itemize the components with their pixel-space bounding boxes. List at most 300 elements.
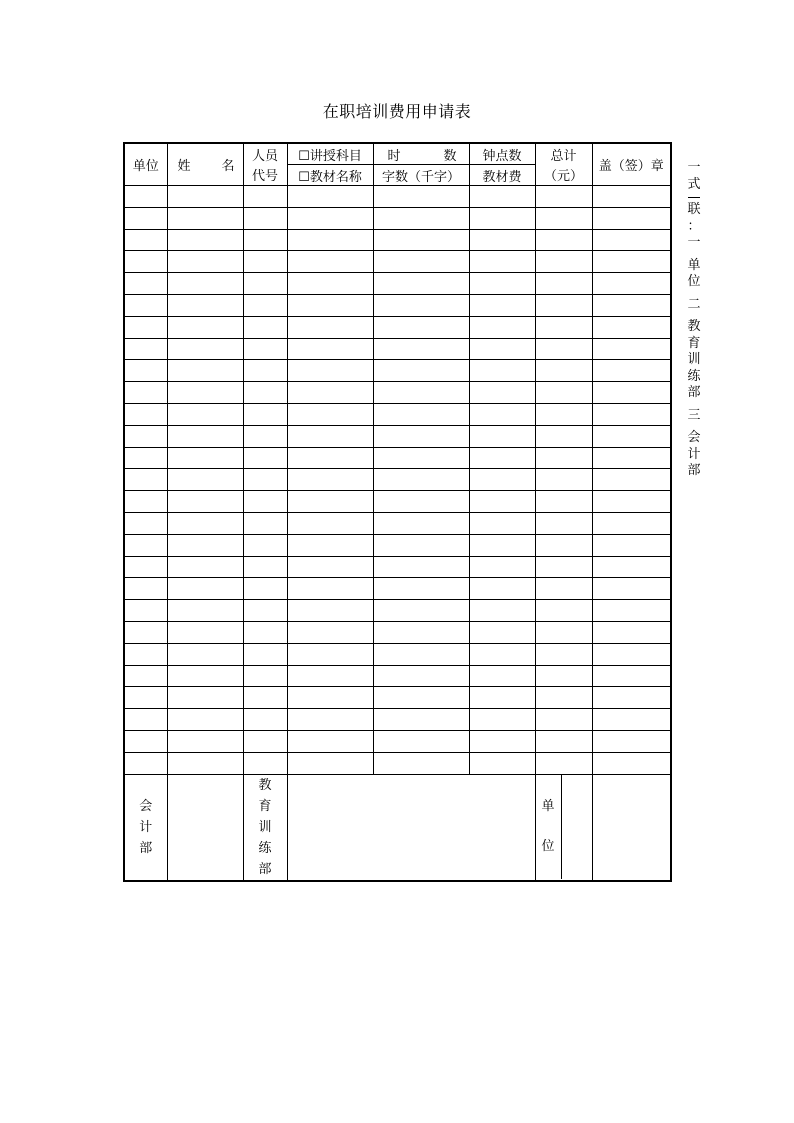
- table-cell[interactable]: [124, 665, 167, 687]
- accounting-label-text: [139, 796, 152, 859]
- table-cell[interactable]: [535, 273, 592, 295]
- table-cell[interactable]: [243, 294, 287, 316]
- table-cell[interactable]: [243, 752, 287, 774]
- unit-sign-box[interactable]: [592, 774, 671, 881]
- table-cell[interactable]: [124, 578, 167, 600]
- table-cell[interactable]: [124, 752, 167, 774]
- table-cell[interactable]: [124, 730, 167, 752]
- table-row: [124, 338, 671, 360]
- table-cell[interactable]: [287, 621, 373, 643]
- subject-header[interactable]: ☐讲授科目: [287, 143, 373, 165]
- table-cell[interactable]: [243, 556, 287, 578]
- table-cell[interactable]: [535, 578, 592, 600]
- table-cell[interactable]: [592, 229, 671, 251]
- side-char: 训: [687, 352, 701, 367]
- name-header-left: 姓: [177, 159, 191, 174]
- training-char: 部: [258, 861, 272, 877]
- accounting-char: 计: [139, 819, 153, 835]
- table-cell[interactable]: [535, 186, 592, 208]
- table-cell[interactable]: [535, 251, 592, 273]
- table-cell[interactable]: [124, 207, 167, 229]
- table-cell[interactable]: [243, 665, 287, 687]
- table-row: [124, 403, 671, 425]
- table-cell[interactable]: [287, 491, 373, 513]
- table-cell[interactable]: [373, 556, 469, 578]
- table-cell[interactable]: [167, 229, 243, 251]
- table-cell[interactable]: [287, 229, 373, 251]
- table-cell[interactable]: [373, 643, 469, 665]
- table-cell[interactable]: [167, 316, 243, 338]
- unit-label: [535, 774, 592, 881]
- side-char: 二: [687, 296, 701, 312]
- table-cell[interactable]: [592, 425, 671, 447]
- table-cell[interactable]: [124, 621, 167, 643]
- table-cell[interactable]: [287, 469, 373, 491]
- training-sign-box[interactable]: [287, 774, 535, 881]
- table-cell[interactable]: [124, 709, 167, 731]
- table-cell[interactable]: [373, 207, 469, 229]
- table-cell[interactable]: [535, 709, 592, 731]
- table-cell[interactable]: [469, 643, 535, 665]
- table-cell[interactable]: [535, 665, 592, 687]
- table-cell[interactable]: [535, 534, 592, 556]
- table-cell[interactable]: [243, 447, 287, 469]
- table-cell[interactable]: [167, 643, 243, 665]
- table-cell[interactable]: [592, 360, 671, 382]
- table-cell[interactable]: [469, 534, 535, 556]
- table-row: [124, 556, 671, 578]
- table-cell[interactable]: [124, 425, 167, 447]
- table-row: [124, 578, 671, 600]
- table-cell[interactable]: [535, 316, 592, 338]
- table-cell[interactable]: [469, 338, 535, 360]
- table-cell[interactable]: [535, 207, 592, 229]
- table-cell[interactable]: [592, 251, 671, 273]
- table-cell[interactable]: [373, 578, 469, 600]
- hours-header: [373, 143, 469, 165]
- table-cell[interactable]: [287, 709, 373, 731]
- table-cell[interactable]: [243, 578, 287, 600]
- table-cell[interactable]: [124, 403, 167, 425]
- table-cell[interactable]: [373, 229, 469, 251]
- training-label-text: [258, 775, 271, 880]
- table-cell[interactable]: [167, 752, 243, 774]
- table-cell[interactable]: [469, 556, 535, 578]
- table-cell[interactable]: [243, 469, 287, 491]
- table-cell[interactable]: [373, 600, 469, 622]
- table-cell[interactable]: [243, 360, 287, 382]
- table-cell[interactable]: [469, 425, 535, 447]
- table-cell[interactable]: [287, 403, 373, 425]
- table-cell[interactable]: [592, 491, 671, 513]
- accounting-label: [124, 774, 167, 881]
- side-char: 三: [687, 407, 701, 423]
- table-cell[interactable]: [469, 207, 535, 229]
- total-header-line1: 总计: [535, 143, 592, 165]
- table-cell[interactable]: [287, 643, 373, 665]
- table-cell[interactable]: [592, 556, 671, 578]
- table-cell[interactable]: [124, 273, 167, 295]
- table-cell[interactable]: [373, 512, 469, 534]
- table-cell[interactable]: [287, 534, 373, 556]
- table-cell[interactable]: [243, 425, 287, 447]
- table-cell[interactable]: [592, 382, 671, 404]
- accounting-char: 会: [139, 798, 153, 814]
- table-cell[interactable]: [167, 251, 243, 273]
- table-cell[interactable]: [124, 643, 167, 665]
- table-cell[interactable]: [592, 709, 671, 731]
- table-cell[interactable]: [124, 229, 167, 251]
- table-cell[interactable]: [535, 643, 592, 665]
- training-char: 训: [258, 819, 272, 835]
- table-cell[interactable]: [243, 382, 287, 404]
- table-cell[interactable]: [287, 556, 373, 578]
- table-cell[interactable]: [592, 294, 671, 316]
- table-row: [124, 643, 671, 665]
- table-cell[interactable]: [243, 687, 287, 709]
- table-cell[interactable]: [535, 556, 592, 578]
- table-cell[interactable]: [243, 403, 287, 425]
- table-cell[interactable]: [167, 186, 243, 208]
- table-cell[interactable]: [592, 186, 671, 208]
- table-cell[interactable]: [287, 600, 373, 622]
- table-cell[interactable]: [373, 491, 469, 513]
- accounting-char: 部: [139, 840, 153, 856]
- table-row: [124, 600, 671, 622]
- table-row: [124, 687, 671, 709]
- table-cell[interactable]: [287, 186, 373, 208]
- table-cell[interactable]: [243, 229, 287, 251]
- table-cell[interactable]: [167, 469, 243, 491]
- unit-header: 单位: [124, 143, 167, 186]
- table-cell[interactable]: [243, 207, 287, 229]
- table-row: [124, 316, 671, 338]
- table-row: [124, 294, 671, 316]
- table-cell[interactable]: [535, 600, 592, 622]
- table-cell[interactable]: [535, 425, 592, 447]
- table-cell[interactable]: [469, 316, 535, 338]
- table-cell[interactable]: [124, 687, 167, 709]
- table-cell[interactable]: [167, 687, 243, 709]
- table-cell[interactable]: [535, 382, 592, 404]
- table-cell[interactable]: [373, 316, 469, 338]
- table-cell[interactable]: [124, 512, 167, 534]
- table-cell[interactable]: [535, 491, 592, 513]
- training-char: 练: [258, 840, 272, 856]
- table-cell[interactable]: [287, 360, 373, 382]
- table-cell[interactable]: [469, 447, 535, 469]
- table-cell[interactable]: [287, 425, 373, 447]
- table-cell[interactable]: [535, 447, 592, 469]
- table-cell[interactable]: [469, 665, 535, 687]
- table-cell[interactable]: [287, 687, 373, 709]
- total-header-line2: （元）: [535, 165, 592, 186]
- table-cell[interactable]: [287, 382, 373, 404]
- table-cell[interactable]: [243, 709, 287, 731]
- table-cell[interactable]: [124, 382, 167, 404]
- table-cell[interactable]: [287, 207, 373, 229]
- side-char: 一: [687, 160, 701, 175]
- form-title: 在职培训费用申请表: [322, 102, 472, 121]
- table-cell[interactable]: [124, 447, 167, 469]
- table-cell[interactable]: [592, 752, 671, 774]
- table-cell[interactable]: [469, 709, 535, 731]
- unit-label-text: [541, 787, 554, 867]
- table-cell[interactable]: [469, 687, 535, 709]
- table-row: [124, 425, 671, 447]
- side-char: 育: [687, 335, 701, 351]
- table-cell[interactable]: [124, 316, 167, 338]
- table-cell[interactable]: [373, 338, 469, 360]
- table-cell[interactable]: [535, 687, 592, 709]
- table-cell[interactable]: [373, 251, 469, 273]
- name-header-right: 名: [221, 159, 235, 174]
- table-cell[interactable]: [469, 491, 535, 513]
- table-cell[interactable]: [373, 621, 469, 643]
- table-cell[interactable]: [469, 273, 535, 295]
- table-cell[interactable]: [167, 491, 243, 513]
- table-row: [124, 360, 671, 382]
- table-cell[interactable]: [243, 730, 287, 752]
- table-row: [124, 382, 671, 404]
- table-cell[interactable]: [167, 534, 243, 556]
- person-code-header-line2: 代号: [243, 165, 287, 186]
- table-cell[interactable]: [469, 730, 535, 752]
- table-cell[interactable]: [124, 186, 167, 208]
- side-char: 教: [687, 319, 701, 334]
- table-cell[interactable]: [243, 621, 287, 643]
- table-cell[interactable]: [592, 447, 671, 469]
- table-cell[interactable]: [373, 730, 469, 752]
- table-cell[interactable]: [469, 229, 535, 251]
- side-divider: [688, 197, 700, 198]
- table-cell[interactable]: [167, 621, 243, 643]
- table-cell[interactable]: [243, 251, 287, 273]
- table-cell[interactable]: [243, 491, 287, 513]
- table-cell[interactable]: [592, 338, 671, 360]
- table-cell[interactable]: [167, 447, 243, 469]
- table-cell[interactable]: [287, 752, 373, 774]
- table-row: [124, 621, 671, 643]
- table-cell[interactable]: [243, 316, 287, 338]
- table-cell[interactable]: [592, 316, 671, 338]
- table-cell[interactable]: [287, 273, 373, 295]
- table-cell[interactable]: [469, 251, 535, 273]
- table-row: [124, 469, 671, 491]
- table-cell[interactable]: [167, 600, 243, 622]
- table-cell[interactable]: [287, 251, 373, 273]
- side-char: 联: [687, 202, 701, 217]
- table-cell[interactable]: [469, 360, 535, 382]
- table-cell[interactable]: [243, 643, 287, 665]
- table-cell[interactable]: [373, 665, 469, 687]
- table-row: [124, 709, 671, 731]
- table-row: [124, 273, 671, 295]
- table-cell[interactable]: [167, 665, 243, 687]
- table-cell[interactable]: [167, 207, 243, 229]
- table-row: [124, 512, 671, 534]
- seal-header: 盖（签）章: [592, 143, 671, 186]
- table-cell[interactable]: [287, 512, 373, 534]
- table-cell[interactable]: [592, 512, 671, 534]
- table-cell[interactable]: [373, 294, 469, 316]
- material-name-header[interactable]: ☐教材名称: [287, 165, 373, 186]
- table-cell[interactable]: [373, 273, 469, 295]
- unit-char: 位: [541, 839, 555, 855]
- table-cell[interactable]: [124, 294, 167, 316]
- table-cell[interactable]: [124, 338, 167, 360]
- table-cell[interactable]: [592, 665, 671, 687]
- table-cell[interactable]: [592, 687, 671, 709]
- table-cell[interactable]: [592, 578, 671, 600]
- table-cell[interactable]: [592, 403, 671, 425]
- training-label: [243, 774, 287, 881]
- table-cell[interactable]: [469, 578, 535, 600]
- table-cell[interactable]: [167, 403, 243, 425]
- table-row: [124, 447, 671, 469]
- table-cell[interactable]: [592, 643, 671, 665]
- table-row: [124, 752, 671, 774]
- table-cell[interactable]: [167, 512, 243, 534]
- table-cell[interactable]: [167, 556, 243, 578]
- table-cell[interactable]: [287, 338, 373, 360]
- table-row: [124, 229, 671, 251]
- table-cell[interactable]: [469, 752, 535, 774]
- table-cell[interactable]: [469, 512, 535, 534]
- table-cell[interactable]: [535, 752, 592, 774]
- word-count-header: 字数（千字）: [373, 165, 469, 186]
- table-cell[interactable]: [167, 338, 243, 360]
- training-char: 教: [258, 777, 272, 793]
- table-cell[interactable]: [373, 382, 469, 404]
- application-table: [123, 142, 672, 882]
- table-cell[interactable]: [243, 186, 287, 208]
- side-char: 部: [687, 385, 701, 400]
- table-cell[interactable]: [287, 665, 373, 687]
- table-cell[interactable]: [469, 186, 535, 208]
- table-cell[interactable]: [592, 600, 671, 622]
- hours-header-left: 时: [387, 148, 401, 164]
- table-cell[interactable]: [373, 447, 469, 469]
- side-char: 计: [687, 446, 701, 462]
- table-cell[interactable]: [535, 403, 592, 425]
- table-row: [124, 534, 671, 556]
- table-cell[interactable]: [373, 709, 469, 731]
- table-row: [124, 491, 671, 513]
- table-cell[interactable]: [167, 730, 243, 752]
- table-cell[interactable]: [373, 534, 469, 556]
- table-cell[interactable]: [469, 621, 535, 643]
- table-row: [124, 730, 671, 752]
- name-header: [167, 143, 243, 186]
- table-cell[interactable]: [243, 338, 287, 360]
- table-cell[interactable]: [592, 621, 671, 643]
- table-cell[interactable]: [167, 709, 243, 731]
- table-cell[interactable]: [124, 491, 167, 513]
- side-char: 练: [687, 368, 701, 384]
- table-cell[interactable]: [243, 534, 287, 556]
- copies-note: [687, 160, 701, 480]
- table-cell[interactable]: [243, 512, 287, 534]
- side-char: ：: [687, 218, 701, 234]
- table-cell[interactable]: [167, 273, 243, 295]
- table-cell[interactable]: [535, 338, 592, 360]
- table-cell[interactable]: [167, 425, 243, 447]
- table-cell[interactable]: [287, 447, 373, 469]
- table-cell[interactable]: [469, 294, 535, 316]
- table-cell[interactable]: [373, 360, 469, 382]
- table-row: [124, 665, 671, 687]
- table-cell[interactable]: [167, 578, 243, 600]
- side-char: 式: [687, 176, 701, 192]
- material-fee-header: 教材费: [469, 165, 535, 186]
- table-cell[interactable]: [535, 229, 592, 251]
- table-cell[interactable]: [124, 469, 167, 491]
- table-cell[interactable]: [243, 273, 287, 295]
- table-cell[interactable]: [124, 251, 167, 273]
- table-cell[interactable]: [124, 534, 167, 556]
- side-char: 位: [687, 274, 701, 289]
- table-cell[interactable]: [535, 294, 592, 316]
- table-row: [124, 186, 671, 208]
- table-cell[interactable]: [124, 556, 167, 578]
- hour-count-header: 钟点数: [469, 143, 535, 165]
- side-char: 单: [687, 257, 701, 273]
- training-char: 育: [258, 798, 272, 814]
- table-cell[interactable]: [592, 730, 671, 752]
- table-cell[interactable]: [469, 382, 535, 404]
- unit-char: 单: [541, 799, 555, 815]
- table-cell[interactable]: [287, 578, 373, 600]
- table-cell[interactable]: [535, 730, 592, 752]
- table-cell[interactable]: [592, 469, 671, 491]
- table-cell[interactable]: [535, 469, 592, 491]
- hours-header-right: 数: [443, 148, 457, 164]
- table-cell[interactable]: [373, 425, 469, 447]
- table-cell[interactable]: [592, 534, 671, 556]
- table-cell[interactable]: [373, 186, 469, 208]
- table-cell[interactable]: [469, 600, 535, 622]
- table-cell[interactable]: [287, 316, 373, 338]
- table-row: [124, 251, 671, 273]
- table-cell[interactable]: [592, 273, 671, 295]
- table-cell[interactable]: [535, 360, 592, 382]
- table-cell[interactable]: [124, 600, 167, 622]
- table-cell[interactable]: [373, 687, 469, 709]
- table-cell[interactable]: [124, 360, 167, 382]
- table-cell[interactable]: [287, 294, 373, 316]
- table-cell[interactable]: [469, 403, 535, 425]
- table-cell[interactable]: [373, 752, 469, 774]
- table-cell[interactable]: [243, 600, 287, 622]
- side-char: 会: [687, 430, 701, 445]
- table-cell[interactable]: [373, 469, 469, 491]
- table-cell[interactable]: [167, 294, 243, 316]
- side-char: 部: [687, 463, 701, 478]
- side-char: 一: [687, 235, 701, 250]
- table-cell[interactable]: [469, 469, 535, 491]
- table-cell[interactable]: [592, 207, 671, 229]
- table-cell[interactable]: [373, 403, 469, 425]
- table-cell[interactable]: [535, 512, 592, 534]
- accounting-sign-box[interactable]: [167, 774, 243, 881]
- table-row: [124, 207, 671, 229]
- table-cell[interactable]: [167, 382, 243, 404]
- table-cell[interactable]: [287, 730, 373, 752]
- table-cell[interactable]: [535, 621, 592, 643]
- person-code-header-line1: 人员: [243, 143, 287, 165]
- table-cell[interactable]: [167, 360, 243, 382]
